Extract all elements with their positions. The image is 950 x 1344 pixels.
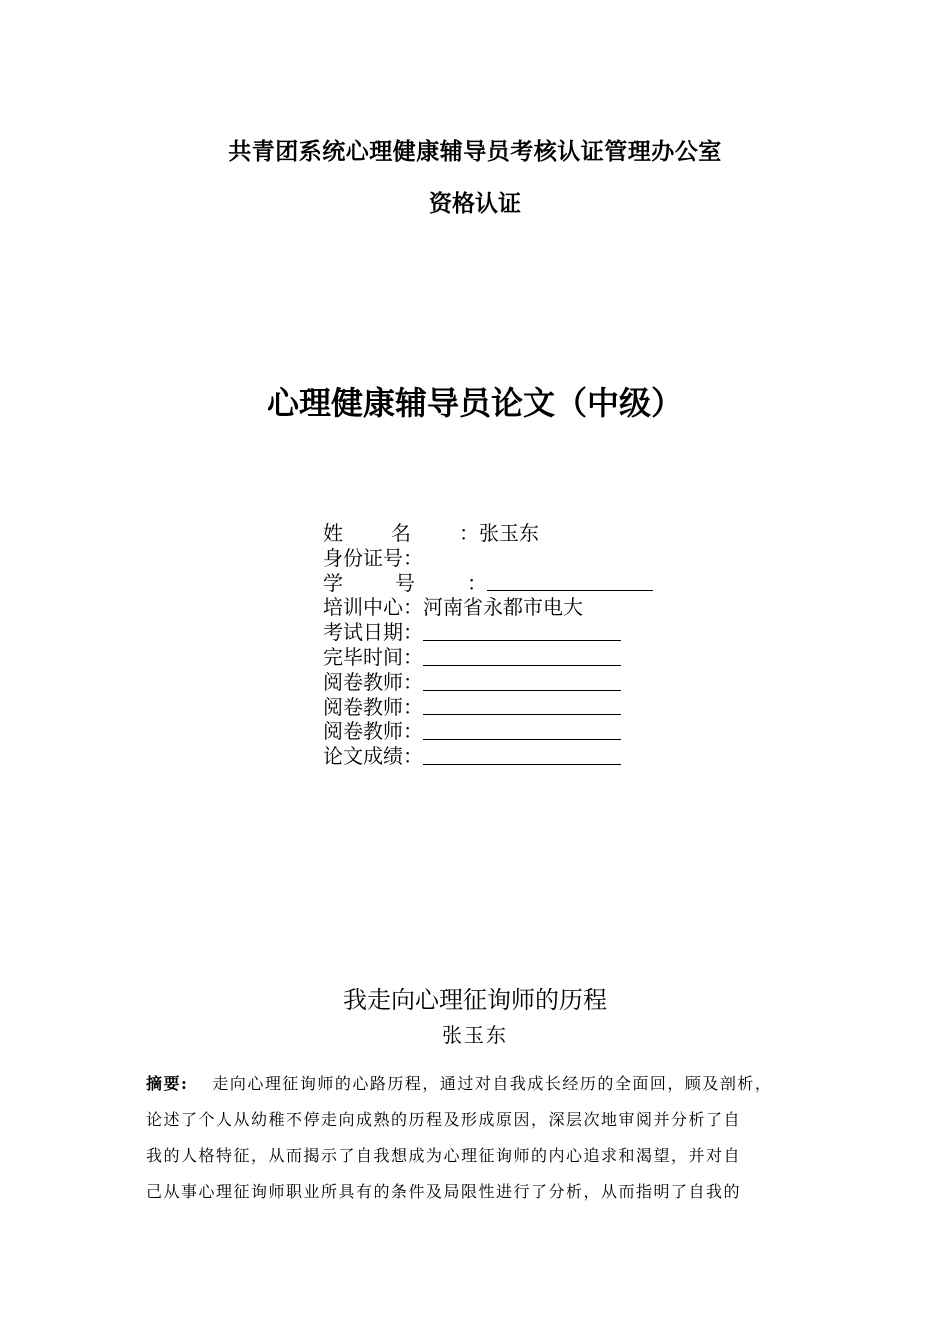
abstract — [146, 1066, 826, 1210]
abstract-line: 己从事心理征询师职业所具有的条件及局限性进行了分析，从而指明了自我的 — [146, 1182, 742, 1201]
essay-title: 我走向心理征询师的历程 — [343, 986, 607, 1014]
grader-1-colon: ： — [403, 669, 423, 694]
info-row-exam-date — [323, 620, 653, 645]
grader-3-blank — [423, 719, 621, 740]
abstract-label: 摘要: — [146, 1074, 189, 1093]
name-label: 姓名 — [323, 521, 459, 545]
paper-score-label: 论文成绩 — [323, 744, 403, 769]
grader-1-blank — [423, 670, 621, 691]
student-number-label: 学号 — [323, 570, 467, 595]
info-row-grader-2 — [323, 695, 653, 720]
info-row-name — [323, 521, 653, 546]
grader-2-label: 阅卷教师 — [323, 694, 403, 719]
abstract-line: 我的人格特征，从而揭示了自我想成为心理征询师的内心追求和渴望，并对自 — [146, 1146, 742, 1165]
paper-score-blank — [423, 744, 621, 765]
grader-2-colon: ： — [403, 694, 423, 719]
training-center-label: 培训中心 — [323, 595, 403, 620]
grader-1-label: 阅卷教师 — [323, 669, 403, 694]
exam-date-label: 考试日期 — [323, 620, 403, 645]
document-title: 心理健康辅导员论文（中级） — [266, 384, 683, 422]
info-row-grader-1 — [323, 670, 653, 695]
grader-2-blank — [423, 694, 621, 715]
id-number-colon: ： — [403, 545, 423, 570]
completion-time-blank — [423, 645, 621, 666]
name-colon: ： — [459, 521, 479, 545]
student-number-blank — [487, 570, 653, 591]
info-row-grader-3 — [323, 719, 653, 744]
exam-date-blank — [423, 620, 621, 641]
info-row-student-number — [323, 571, 653, 596]
completion-time-label: 完毕时间 — [323, 644, 403, 669]
grader-3-label: 阅卷教师 — [323, 719, 403, 744]
name-value: 张玉东 — [479, 521, 539, 545]
essay-author: 张玉东 — [442, 1023, 508, 1047]
grader-3-colon: ： — [403, 719, 423, 744]
info-row-id-number — [323, 546, 653, 571]
paper-score-colon: ： — [403, 744, 423, 769]
abstract-line: 论述了个人从幼稚不停走向成熟的历程及形成原因，深层次地审阅并分析了自 — [146, 1110, 742, 1129]
student-number-colon: ： — [467, 570, 487, 595]
info-row-completion-time — [323, 645, 653, 670]
organization-title: 共青团系统心理健康辅导员考核认证管理办公室 — [228, 138, 722, 165]
info-row-training-center — [323, 595, 653, 620]
exam-date-colon: ： — [403, 620, 423, 645]
certification-subtitle: 资格认证 — [429, 190, 521, 217]
info-row-paper-score — [323, 744, 653, 769]
personal-info-form — [323, 521, 653, 769]
abstract-line — [146, 1066, 826, 1102]
abstract-text: 走向心理征询师的心路历程，通过对自我成长经历的全面回，顾及剖析， — [212, 1074, 773, 1093]
id-number-label: 身份证号 — [323, 545, 403, 570]
training-center-colon: ： — [403, 595, 423, 620]
completion-time-colon: ： — [403, 644, 423, 669]
training-center-value: 河南省永都市电大 — [423, 595, 583, 620]
